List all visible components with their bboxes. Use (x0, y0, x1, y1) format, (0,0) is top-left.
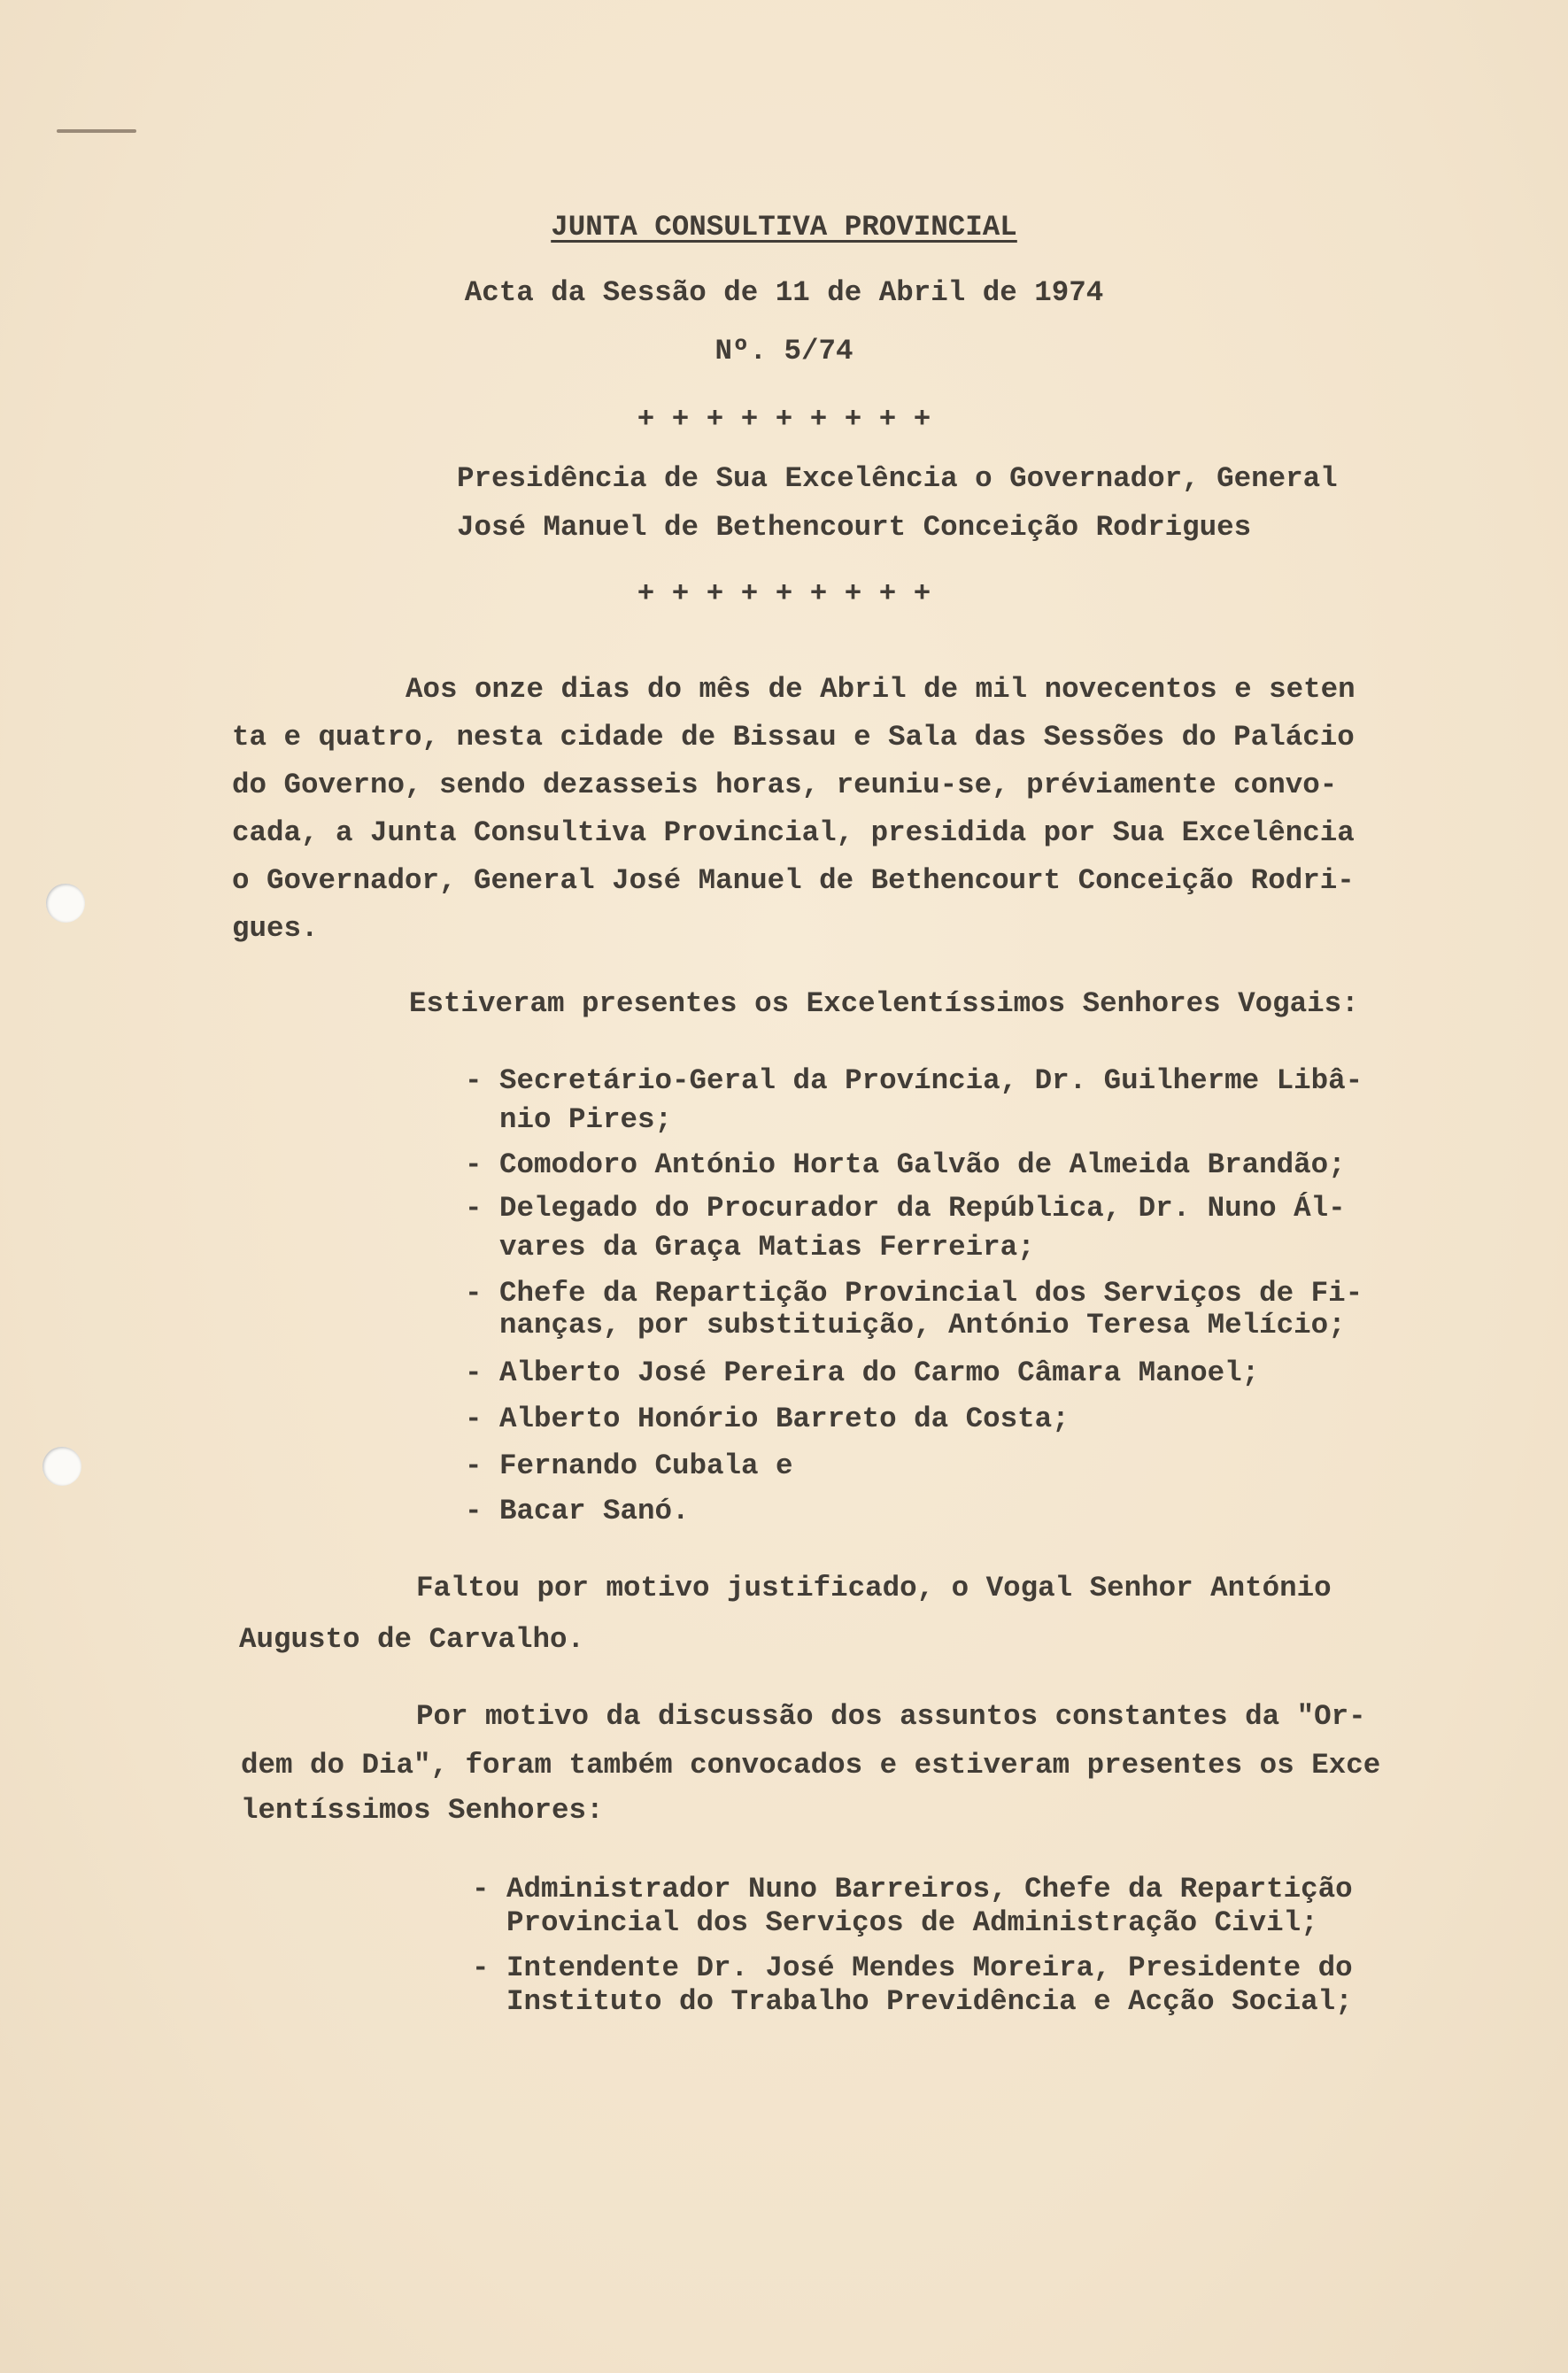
presidency-line: Presidência de Sua Excelência o Governador, General (457, 462, 1338, 495)
separator: + + + + + + + + + (637, 577, 931, 610)
list-item: - Alberto José Pereira do Carmo Câmara Manoel; (465, 1357, 1260, 1389)
list-item: - Chefe da Repartição Provincial dos Serviços de Fi- (465, 1277, 1363, 1310)
presidency-line: José Manuel de Bethencourt Conceição Rodrigues (457, 511, 1252, 544)
list-item: - Delegado do Procurador da República, Dr. Nuno Ál- (465, 1192, 1346, 1225)
document-title: JUNTA CONSULTIVA PROVINCIAL (551, 211, 1017, 243)
paragraph-line: dem do Dia", foram também convocados e estiveram presentes os Exce (241, 1749, 1381, 1782)
paragraph-line: Faltou por motivo justificado, o Vogal Senhor António (416, 1572, 1332, 1604)
separator: + + + + + + + + + (637, 403, 931, 436)
punch-hole (46, 884, 85, 923)
session-subtitle: Acta da Sessão de 11 de Abril de 1974 (464, 276, 1104, 309)
act-number: Nº. 5/74 (714, 335, 854, 367)
paragraph-line: gues. (232, 912, 319, 945)
paragraph-line: Augusto de Carvalho. (239, 1623, 585, 1656)
paragraph-line: do Governo, sendo dezasseis horas, reuniu-se, préviamente convo- (232, 769, 1338, 801)
list-item: - Intendente Dr. José Mendes Moreira, Presidente do (472, 1952, 1353, 1984)
list-item: Provincial dos Serviços de Administração Civil; (472, 1906, 1318, 1939)
list-item: vares da Graça Matias Ferreira; (465, 1231, 1035, 1264)
paragraph-line: Por motivo da discussão dos assuntos constantes da "Or- (416, 1700, 1366, 1733)
paragraph-line: Aos onze dias do mês de Abril de mil novecentos e seten (406, 673, 1356, 706)
punch-hole (42, 1447, 81, 1486)
paper-stain (57, 129, 136, 133)
list-item: - Comodoro António Horta Galvão de Almeida Brandão; (465, 1148, 1346, 1181)
list-item: - Fernando Cubala e (465, 1449, 793, 1482)
list-item: - Alberto Honório Barreto da Costa; (465, 1403, 1070, 1435)
list-item: - Secretário-Geral da Província, Dr. Guilherme Libâ- (465, 1064, 1363, 1097)
list-item: Instituto do Trabalho Previdência e Acção Social; (472, 1985, 1353, 2018)
paragraph-line: lentíssimos Senhores: (241, 1794, 604, 1827)
paragraph-line: Estiveram presentes os Excelentíssimos Senhores Vogais: (409, 987, 1359, 1020)
list-item: nanças, por substituição, António Teresa Melício; (465, 1309, 1346, 1341)
list-item: nio Pires; (465, 1103, 673, 1136)
paragraph-line: ta e quatro, nesta cidade de Bissau e Sala das Sessões do Palácio (232, 721, 1355, 754)
list-item: - Administrador Nuno Barreiros, Chefe da Repartição (472, 1873, 1353, 1905)
list-item: - Bacar Sanó. (465, 1495, 690, 1527)
paragraph-line: cada, a Junta Consultiva Provincial, presidida por Sua Excelência (232, 816, 1355, 849)
paragraph-line: o Governador, General José Manuel de Bethencourt Conceição Rodri- (232, 864, 1355, 897)
